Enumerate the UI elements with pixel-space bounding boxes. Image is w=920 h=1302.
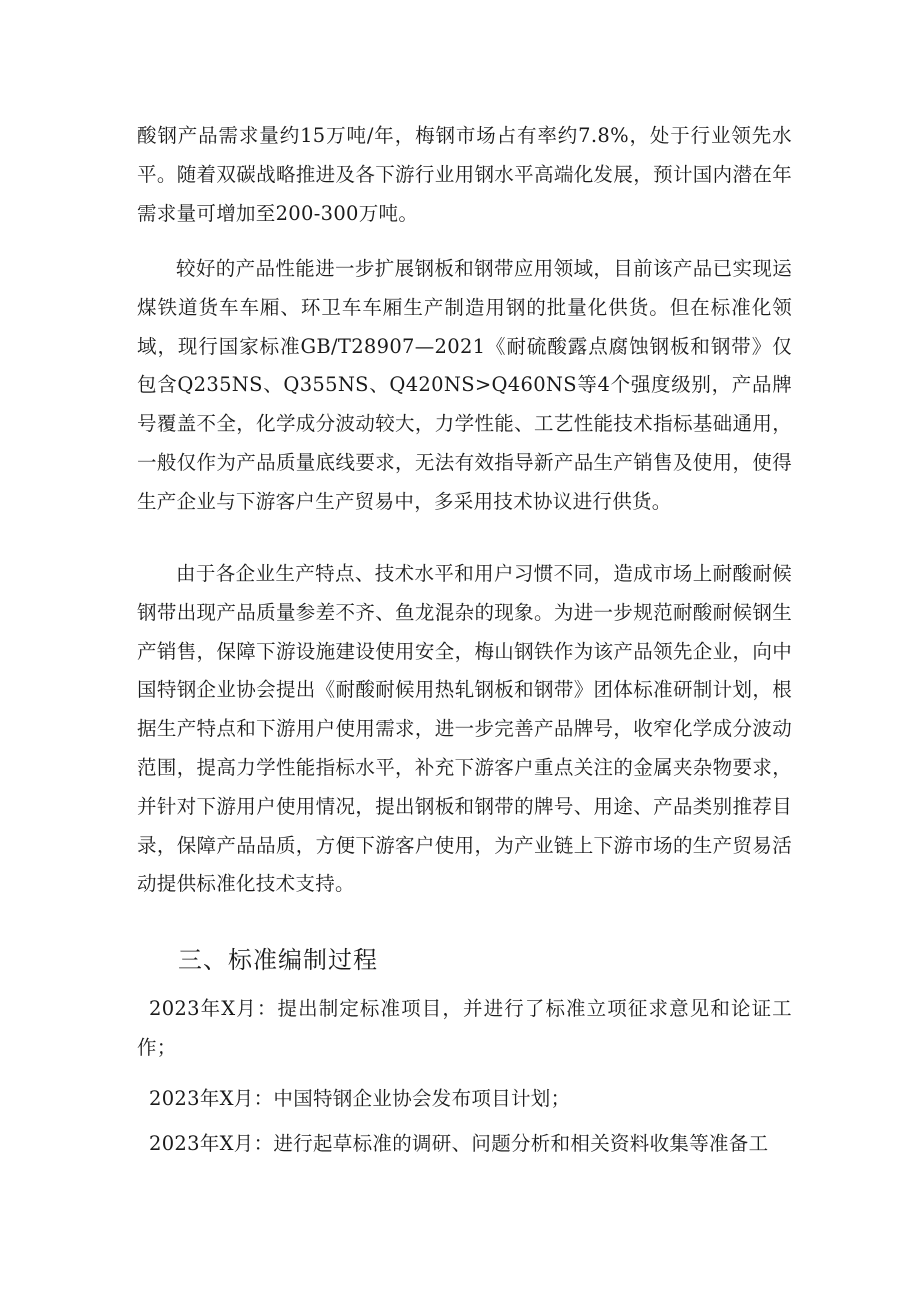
process-item-plan-release xyxy=(137,1080,792,1119)
process-item-text: 2023年X月：中国特钢企业协会发布项目计划； xyxy=(149,1087,571,1110)
paragraph-market-demand: 酸钢产品需求量约15万吨/年，梅钢市场占有率约7.8%，处于行业领先水平。随着双碳战略推进及各下游行业用钢水平高端化发展，预计国内潜在年需求量可增加至200-300万吨。 xyxy=(137,124,792,225)
process-item-project-proposal xyxy=(137,990,792,1068)
paragraph-standard-proposal: 由于各企业生产特点、技术水平和用户习惯不同，造成市场上耐酸耐候钢带出现产品质量参差不齐、鱼龙混杂的现象。为进一步规范耐酸耐候钢生产销售，保障下游设施建设使用安全，梅山钢铁作为该产品领先企业，向中国特钢企业协会提出《耐酸耐候用热轧钢板和钢带》团体标准研制计划，根据生产特点和下游用户使用需求，进一步完善产品牌号，收窄化学成分波动范围，提高力学性能指标水平，补充下游客户重点关注的金属夹杂物要求，并针对下游用户使用情况，提出钢板和钢带的牌号、用途、产品类别推荐目录，保障产品品质，方便下游客户使用，为产业链上下游市场的生产贸易活动提供标准化技术支持。 xyxy=(137,562,792,896)
section-heading-compilation-process: 三、标准编制过程 xyxy=(178,946,378,974)
process-item-text: 2023年X月：提出制定标准项目，并进行了标准立项征求意见和论证工作； xyxy=(137,997,792,1059)
process-item-text: 2023年X月：进行起草标准的调研、问题分析和相关资料收集等准备工 xyxy=(149,1132,769,1155)
paragraph-standardization-status: 较好的产品性能进一步扩展钢板和钢带应用领域，目前该产品已实现运煤铁道货车车厢、环卫车车厢生产制造用钢的批量化供货。但在标准化领域，现行国家标准GB/T28907—2021《耐硫酸露点腐蚀钢板和钢带》仅包含Q235NS、Q355NS、Q420NS>Q460NS等4个强度级别，产品牌号覆盖不全，化学成分波动较大，力学性能、工艺性能技术指标基础通用，一般仅作为产品质量底线要求，无法有效指导新产品生产销售及使用，使得生产企业与下游客户生产贸易中，多采用技术协议进行供货。 xyxy=(137,257,792,513)
process-item-preparation xyxy=(137,1125,792,1164)
